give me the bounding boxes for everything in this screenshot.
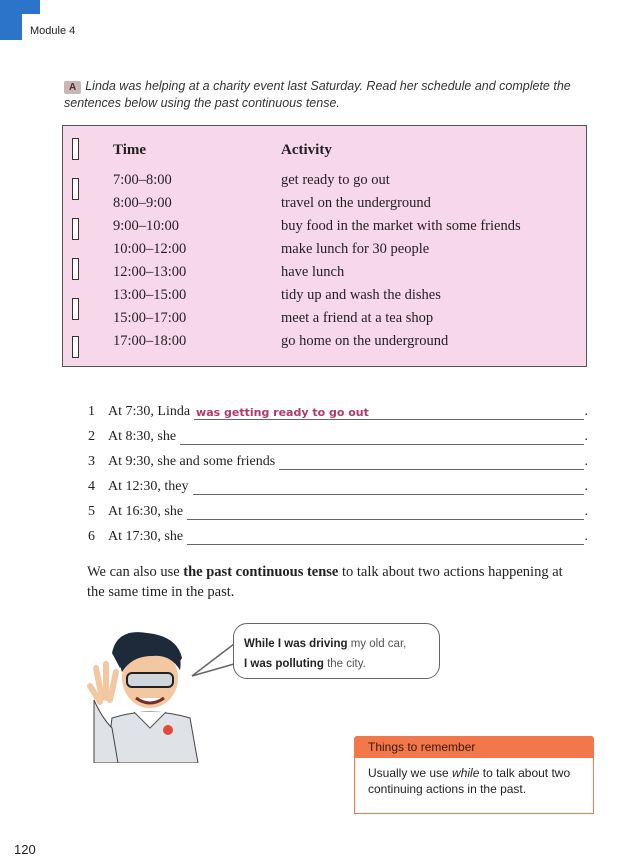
row-time: 15:00–17:00 bbox=[113, 310, 187, 326]
row-activity: buy food in the market with some friends bbox=[281, 218, 521, 234]
para-text-end: to talk about two actions happening at the same time in the past. bbox=[87, 564, 563, 600]
item-number: 2 bbox=[88, 429, 95, 444]
remember-italic: while bbox=[452, 766, 480, 780]
speech-rest-2: the city. bbox=[323, 658, 366, 670]
item-number: 5 bbox=[88, 504, 95, 519]
row-time: 9:00–10:00 bbox=[113, 218, 180, 234]
exercise-item: 2 At 8:30, she . bbox=[88, 429, 588, 444]
remember-text-end: to talk about two continuing actions in the past. bbox=[368, 766, 571, 796]
row-time: 8:00–9:00 bbox=[113, 195, 172, 211]
page-number: 120 bbox=[14, 842, 36, 857]
row-time: 17:00–18:00 bbox=[113, 333, 187, 349]
speech-rest-1: my old car, bbox=[347, 638, 407, 650]
speech-bold-2: I was polluting bbox=[244, 658, 324, 670]
speech-bold-1: While I was driving bbox=[244, 638, 348, 650]
row-activity: go home on the underground bbox=[281, 333, 449, 349]
schedule-row bbox=[63, 241, 586, 264]
row-activity: make lunch for 30 people bbox=[281, 241, 430, 257]
para-bold: the past continuous tense bbox=[183, 564, 339, 580]
exercise-item: 5 At 16:30, she . bbox=[88, 504, 588, 519]
module-label: Module 4 bbox=[30, 25, 76, 37]
instruction-text: Linda was helping at a charity event last Saturday. Read her schedule and complete the sentences below using the past continuous tense. bbox=[64, 79, 571, 110]
row-time: 7:00–8:00 bbox=[113, 172, 172, 188]
row-activity: get ready to go out bbox=[281, 172, 390, 188]
exercise-instruction bbox=[64, 78, 584, 112]
answer-line[interactable] bbox=[193, 480, 584, 495]
schedule-row bbox=[63, 287, 586, 310]
time-header: Time bbox=[113, 142, 147, 158]
answer-line[interactable] bbox=[194, 405, 583, 420]
item-number: 1 bbox=[88, 404, 95, 419]
binder-ring bbox=[72, 138, 79, 160]
schedule-row bbox=[63, 218, 586, 241]
schedule-row bbox=[63, 195, 586, 218]
exercise-badge: A bbox=[64, 81, 81, 94]
corner-tab-top bbox=[0, 0, 40, 14]
remember-body bbox=[354, 754, 594, 814]
item-number: 6 bbox=[88, 529, 95, 544]
remember-title: Things to remember bbox=[354, 736, 594, 758]
exercise-item: 1 At 7:30, Linda was getting ready to go out . bbox=[88, 404, 588, 419]
schedule-row bbox=[63, 264, 586, 287]
answer-line[interactable] bbox=[180, 430, 583, 445]
speech-bubble bbox=[233, 623, 440, 679]
schedule-card bbox=[62, 125, 587, 367]
row-activity: tidy up and wash the dishes bbox=[281, 287, 441, 303]
answer-text: was getting ready to go out bbox=[196, 406, 369, 419]
answer-line[interactable] bbox=[187, 530, 583, 545]
schedule-row bbox=[63, 172, 586, 195]
row-activity: have lunch bbox=[281, 264, 345, 280]
schedule-row bbox=[63, 333, 586, 356]
row-time: 13:00–15:00 bbox=[113, 287, 187, 303]
exercise-item: 6 At 17:30, she . bbox=[88, 529, 588, 544]
exercise-list bbox=[88, 395, 588, 545]
row-time: 10:00–12:00 bbox=[113, 241, 187, 257]
item-number: 4 bbox=[88, 479, 95, 494]
para-text: We can also use bbox=[87, 564, 184, 580]
item-stem: At 8:30, she bbox=[108, 429, 177, 444]
activity-header: Activity bbox=[281, 142, 332, 158]
row-activity: meet a friend at a tea shop bbox=[281, 310, 434, 326]
item-stem: At 12:30, they bbox=[108, 479, 189, 494]
row-activity: travel on the underground bbox=[281, 195, 431, 211]
exercise-item: 4 At 12:30, they . bbox=[88, 479, 588, 494]
item-stem: At 16:30, she bbox=[108, 504, 184, 519]
schedule-row bbox=[63, 310, 586, 333]
remember-text: Usually we use bbox=[368, 766, 453, 780]
speech-tail bbox=[190, 640, 238, 680]
item-number: 3 bbox=[88, 454, 95, 469]
explanation-paragraph bbox=[87, 562, 567, 602]
exercise-item: 3 At 9:30, she and some friends . bbox=[88, 454, 588, 469]
things-to-remember-box bbox=[354, 732, 594, 814]
answer-line[interactable] bbox=[187, 505, 583, 520]
item-stem: At 9:30, she and some friends bbox=[108, 454, 276, 469]
row-time: 12:00–13:00 bbox=[113, 264, 187, 280]
item-stem: At 7:30, Linda bbox=[108, 404, 191, 419]
item-stem: At 17:30, she bbox=[108, 529, 184, 544]
answer-line[interactable] bbox=[279, 455, 583, 470]
